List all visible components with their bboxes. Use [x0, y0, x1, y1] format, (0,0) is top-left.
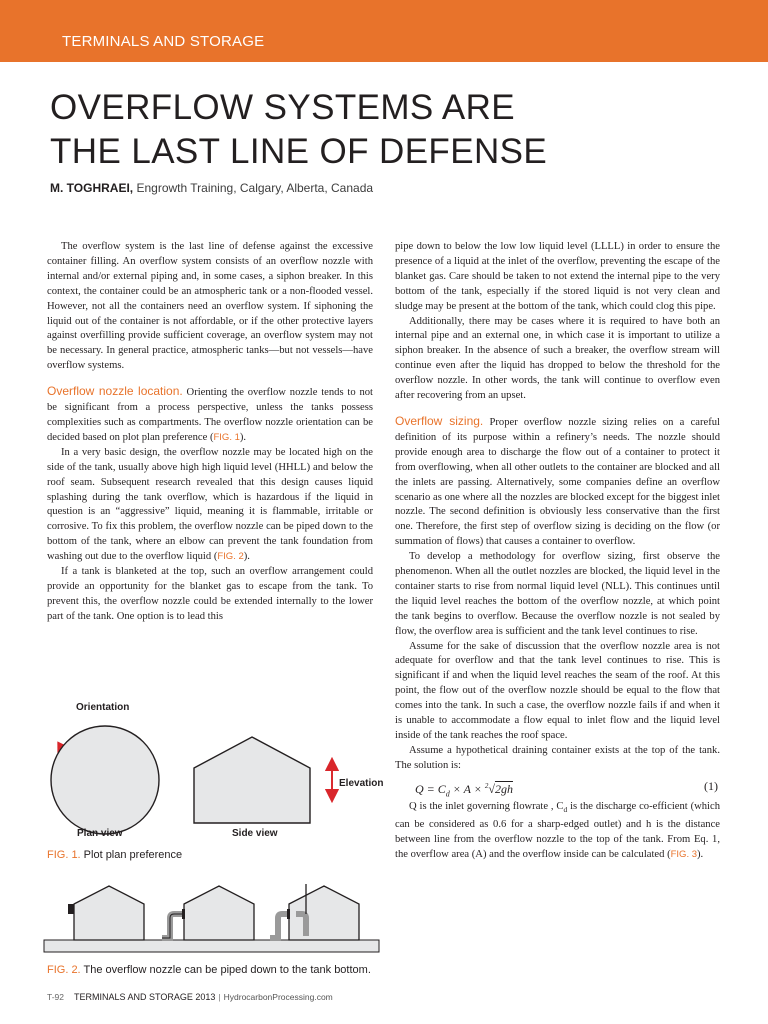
figure-2-diagram: [44, 876, 379, 956]
figure-1-caption: [47, 849, 182, 861]
heading-overflow-nozzle-location: Overflow nozzle location.: [47, 384, 183, 399]
tank-piped-down: [184, 886, 254, 940]
page-number: T-92: [47, 992, 65, 1002]
figure-2-label: FIG. 2.: [47, 964, 81, 976]
side-view-label: Side view: [232, 828, 278, 839]
fig2-reference-link[interactable]: FIG. 2: [217, 551, 244, 563]
paragraph-text: ).: [239, 431, 247, 443]
paragraph-text: ).: [697, 848, 704, 860]
paragraph-text: Q is the inlet governing flowrate , C: [409, 800, 564, 812]
author-affiliation: Engrowth Training, Calgary, Alberta, Canada: [136, 181, 374, 195]
ground-slab: [44, 940, 379, 952]
equation-body: $Q = C_d \times A \times ^2√2gh$: [415, 781, 513, 799]
external-overflow-pipe: [162, 914, 184, 938]
section-bar: [0, 0, 768, 62]
overflow-nozzle-icon: [68, 904, 74, 914]
page-footer: [47, 992, 333, 1002]
plan-view-label: Plan view: [77, 828, 123, 839]
paragraph-variables: [395, 800, 720, 863]
text-column-left: [47, 240, 373, 625]
title-line-2: THE LAST LINE OF DEFENSE: [50, 132, 548, 171]
figure-1-diagram: [44, 692, 384, 842]
publication-name: TERMINALS AND STORAGE 2013: [74, 992, 216, 1002]
equation-rest: × A ×: [449, 781, 485, 796]
paragraph-text: ).: [243, 551, 250, 563]
paragraph-text: Proper overflow nozzle sizing relies on a careful definition of its purpose within a refinery’s needs. The nozzle should provide enough area to discharge the flow out of a container to protect it from overflowing, when all other outlets to the container are blocked and all the inlets are passing. Alternatively, some companies define an overflow scenario as one where all the nozzles are blocked except for the biggest inlet nozzle. The second definition is obviously less conservative than the first one. Therefore, the first step of overflow sizing is deciding on the flow (or summation of flows) that causes a container to overflow.: [395, 416, 720, 548]
paragraph-basic-design: [47, 446, 373, 565]
figure-1-caption-text: Plot plan preference: [80, 849, 183, 861]
paragraph-blanketed: If a tank is blanketed at the top, such an overflow arrangement could provide an opportunity for the blanket gas to escape from the tank. To prevent this, the overflow nozzle could be extended internally to the lower part of the tank. One option is to lead this: [47, 566, 373, 622]
figure-2-caption: [47, 964, 371, 976]
equation-subscript: d: [445, 789, 450, 799]
paragraph-siphon-breaker: Additionally, there may be cases where it is required to have both an internal pipe and an external one, in which case it is important to utilize a siphon breaker. In the absence of such a breaker, the overflow stream will continue even after the liquid has dropped to below the threshold for the overflow nozzle. In other words, the tank will continue to overflow even after recovering from an upset.: [395, 315, 720, 402]
side-view-tank: [194, 737, 310, 823]
figure-2-caption-text: The overflow nozzle can be piped down to the tank bottom.: [80, 964, 371, 976]
equation-lhs: Q = C: [415, 781, 446, 796]
paragraph-hypothetical: Assume a hypothetical draining container exists at the top of the tank. The solution is:: [395, 744, 720, 771]
article-title: [50, 86, 547, 174]
paragraph-overflow-sizing: [395, 414, 720, 550]
elevation-label: Elevation: [339, 778, 384, 789]
figure-1-label: FIG. 1.: [47, 849, 81, 861]
paragraph-text: In a very basic design, the overflow nozzle may be located high on the side of the tank, usually above high high liquid level (HHLL) and below the roof seam. Subsequent research revealed that this design causes liquid splashing during the tank overflow, which is hazardous if the liquid in question is an “aggressive” liquid, meaning it is flammable, irritable or corrosive. To fix this problem, the overflow nozzle can be piped down to the bottom of the tank, where an elbow can prevent the tank foundation from washing out due to the overflow liquid (: [47, 446, 373, 563]
paragraph-assume: Assume for the sake of discussion that the overflow nozzle area is not adequate for overflow and that the tank level continues to rise. This is significant if and when the liquid level reaches the seam of the roof. At this point, the flow out of the overflow nozzle should be equal to the flow that comes into the tank. In such a case, the overflow nozzle fails if and when it is unable to accommodate a flow equal to inlet flow and the liquid level inside of the tank reaches the roof space.: [395, 640, 720, 741]
text-column-right: [395, 240, 720, 862]
fig3-reference-link[interactable]: FIG. 3: [670, 848, 698, 860]
section-label: TERMINALS AND STORAGE: [62, 33, 265, 50]
equation-number: (1): [704, 778, 718, 793]
publication-website-link[interactable]: HydrocarbonProcessing.com: [223, 992, 333, 1002]
paragraph-internal-pipe: pipe down to below the low low liquid level (LLLL) in order to ensure the presence of a liquid at the inlet of the overflow, preventing the escape of the blanket gas. Care should be taken to not extend the internal pipe to the very bottom of the tank, especially if the stored liquid is not very clean and sludge may be present at the bottom of the tank, which could clog this pipe.: [395, 241, 720, 312]
fig1-reference-link[interactable]: FIG. 1: [213, 431, 240, 443]
footer-separator: |: [218, 992, 221, 1002]
paragraph-text: Orienting the overflow nozzle tends to not be significant from a process perspective, unless the tanks possess complexities such as compartments. The overflow nozzle orientation can be decided based on plot plan preference (: [47, 387, 373, 443]
equation-root-index: 2: [484, 781, 489, 790]
nozzle-flange-icon: [182, 909, 185, 919]
paragraph-intro: The overflow system is the last line of defense against the excessive container filling. An overflow system consists of an overflow nozzle with internal and/or external piping and, in some cases, a siphon breaker. In this context, the container could be an atmospheric tank or a non-flooded vessel. However, not all the containers need an overflow system. If siphoning the liquid out of the container is not affordable, or if the other protective layers against overfilling provide sufficient coverage, an overflow system may not be necessary. In general practice, atmospheric tanks—but not vessels—have overflow systems.: [47, 241, 373, 372]
orientation-label: Orientation: [76, 702, 130, 713]
external-pipe: [270, 914, 289, 938]
byline: [50, 181, 373, 195]
tank-basic-design: [74, 886, 144, 940]
subscript: d: [563, 804, 568, 814]
equation-root-body: 2gh: [494, 781, 513, 796]
paragraph-text: is the discharge co-efficient (which can be considered as 0.6 for a sharp-edged outlet) and h is the distance between line from the overflow nozzle to the top of the tank. From Eq. 1, the overflow area (A) and the overflow inside can be calculated (: [395, 800, 720, 860]
heading-overflow-sizing: Overflow sizing.: [395, 413, 484, 428]
author-name: M. TOGHRAEI,: [50, 181, 134, 195]
paragraph-methodology: To develop a methodology for overflow sizing, first observe the phenomenon. When all the outlet nozzles are blocked, the liquid level in the container starts to rise from normal liquid level (NLL). This continues until the liquid level reaches the bottom of the overflow nozzle, at which point the tank begins to overflow. Because the overflow nozzle is not sealed by flow, the overflow area is sufficient and the tank level continues to rise.: [395, 551, 720, 637]
equation-1: [395, 776, 720, 798]
plan-view-tank: [51, 726, 159, 834]
title-line-1: OVERFLOW SYSTEMS ARE: [50, 88, 516, 127]
paragraph-nozzle-location: [47, 384, 373, 446]
nozzle-flange-icon: [287, 909, 290, 919]
